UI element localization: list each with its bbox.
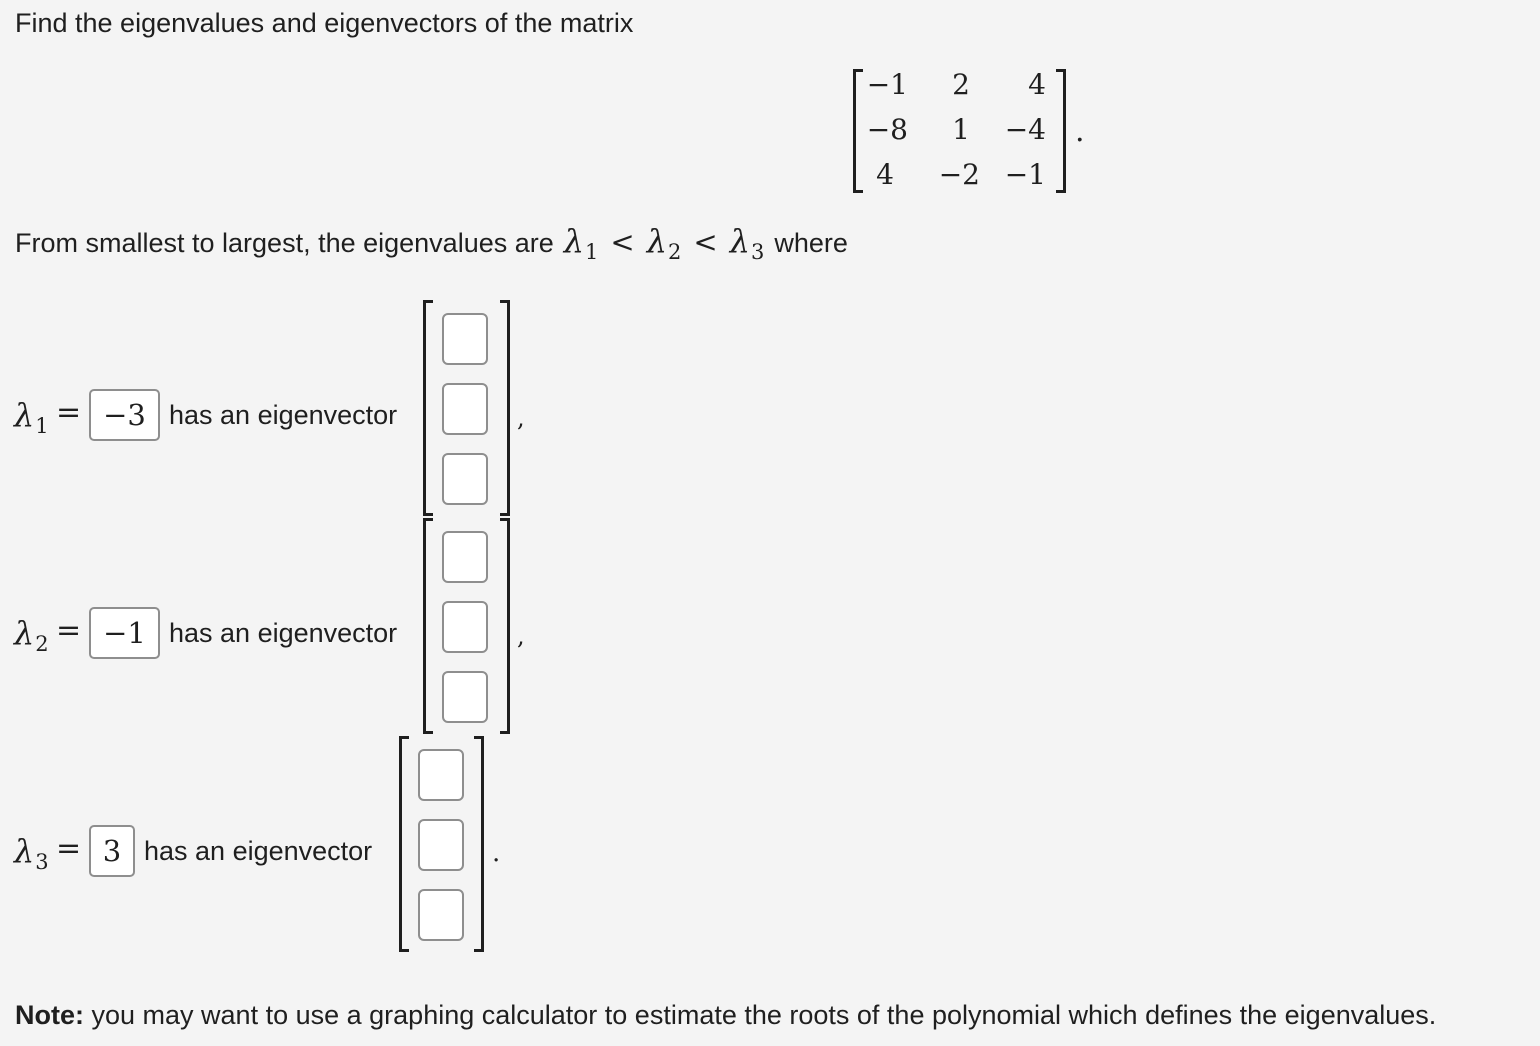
lambda-symbol: $\lambda_1$ xyxy=(563,222,599,264)
eigenvector-1-entry-3[interactable] xyxy=(442,453,488,505)
matrix-right-bracket xyxy=(1056,69,1066,193)
matrix-period: . xyxy=(1075,114,1085,149)
eigenvector-phrase: has an eigenvector xyxy=(169,400,398,430)
less-than: < xyxy=(610,225,635,259)
eigenvector-3-entry-2[interactable] xyxy=(418,819,464,871)
lambda-2-label: $\lambda_2$ xyxy=(14,614,49,656)
matrix-cell: −4 xyxy=(1004,113,1046,146)
eigenvector-phrase: has an eigenvector xyxy=(144,836,373,866)
eigenvector-2-entry-3[interactable] xyxy=(442,671,488,723)
equals-sign: = xyxy=(56,395,82,430)
lambda-3-label: $\lambda_3$ xyxy=(14,832,49,874)
note xyxy=(15,999,1436,1031)
vector-left-bracket xyxy=(423,518,433,734)
question-prompt: Find the eigenvalues and eigenvectors of the matrix xyxy=(15,8,634,38)
less-than: < xyxy=(693,225,718,259)
answer-row-1 xyxy=(0,296,560,518)
answer-row-3 xyxy=(0,732,560,954)
matrix-cell: −1 xyxy=(866,68,908,101)
matrix-left-bracket xyxy=(853,69,863,193)
matrix-cell: −2 xyxy=(938,158,980,191)
equals-sign: = xyxy=(56,613,82,648)
ordering-text: From smallest to largest, the eigenvalues are xyxy=(15,228,554,258)
matrix-cell: −8 xyxy=(866,113,908,146)
matrix-cell: 2 xyxy=(952,68,970,101)
matrix-cell: −1 xyxy=(1004,158,1046,191)
matrix xyxy=(850,66,1075,194)
matrix-cell: 1 xyxy=(952,113,970,146)
lambda-symbol: $\lambda_2$ xyxy=(646,222,682,264)
eigenvector-phrase: has an eigenvector xyxy=(169,618,398,648)
equals-sign: = xyxy=(56,831,82,866)
matrix-cell: 4 xyxy=(876,158,894,191)
eigenvector-2-entry-1[interactable] xyxy=(442,531,488,583)
ordering-where: where xyxy=(774,228,848,258)
answer-row-2 xyxy=(0,514,560,736)
lambda-1-input[interactable]: −3 xyxy=(89,389,160,441)
matrix-cell: 4 xyxy=(1028,68,1046,101)
note-label: Note: xyxy=(15,1000,84,1030)
eigenvector-2-entry-2[interactable] xyxy=(442,601,488,653)
trailing-comma: , xyxy=(517,404,525,432)
lambda-symbol: $\lambda_3$ xyxy=(729,222,765,264)
lambda-3-input[interactable]: 3 xyxy=(89,825,135,877)
eigenvector-1-entry-1[interactable] xyxy=(442,313,488,365)
ordering-sentence xyxy=(15,222,848,264)
trailing-period: . xyxy=(492,838,501,868)
vector-left-bracket xyxy=(399,736,409,952)
note-text: you may want to use a graphing calculator to estimate the roots of the polynomial which defines the eigenvalues. xyxy=(84,1000,1437,1030)
vector-right-bracket xyxy=(500,300,510,516)
eigenvector-3-entry-3[interactable] xyxy=(418,889,464,941)
eigenvector-1-entry-2[interactable] xyxy=(442,383,488,435)
vector-right-bracket xyxy=(500,518,510,734)
lambda-2-input[interactable]: −1 xyxy=(89,607,160,659)
vector-right-bracket xyxy=(474,736,484,952)
vector-left-bracket xyxy=(423,300,433,516)
trailing-comma: , xyxy=(517,622,525,650)
lambda-1-label: $\lambda_1$ xyxy=(14,396,49,438)
eigenvector-3-entry-1[interactable] xyxy=(418,749,464,801)
